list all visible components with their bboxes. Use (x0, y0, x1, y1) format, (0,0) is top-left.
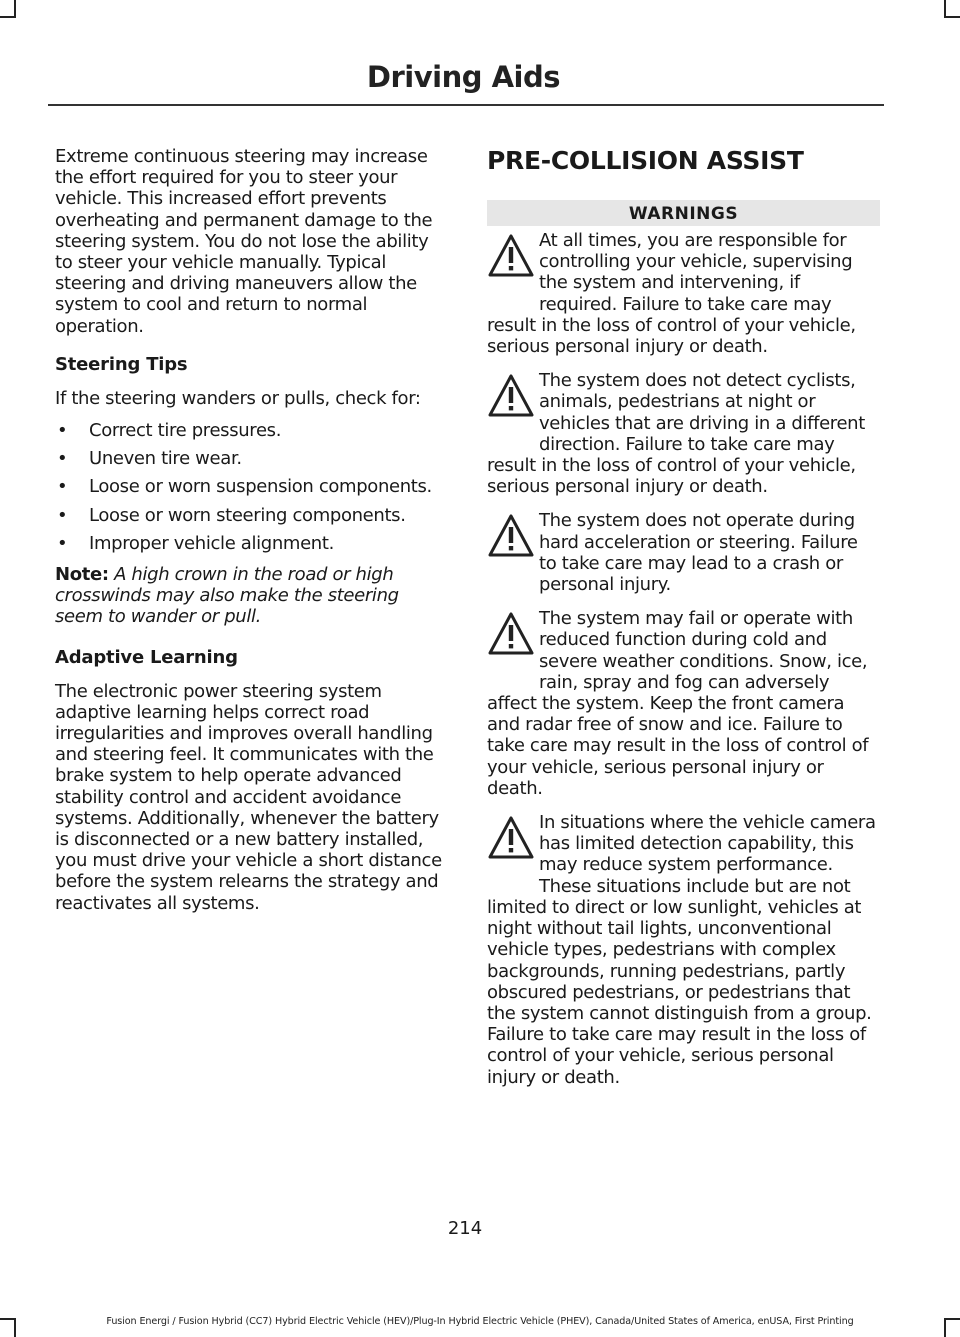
list-item (55, 533, 450, 554)
steering-effort-paragraph: Extreme continuous steering may increase the effort required for you to steer your vehicle. This increased effort prevents overheating and permanent damage to the steering system. You do not lose the ability to steer your vehicle manually. Typical steering and driving maneuvers allow the system to cool and return to normal operation. (55, 146, 433, 337)
page-section-title: Driving Aids (366, 60, 560, 94)
warning-block (487, 510, 880, 595)
warning-block (487, 608, 880, 799)
warning-block (487, 370, 880, 497)
bullet-icon: • (57, 448, 68, 470)
warning-text: In situations where the vehicle camera has limited detection capability, this may reduce system performance. These situations include but are not limited to direct or low sunlight, vehicles at night without tail lights, unconventional vehicle types, pedestrians with complex backgrounds, running pedestrians, partly obscured pedestrians, or pedestrians that the system cannot distinguish from a group. Failure to take care may result in the loss of control of your vehicle, serious personal injury or death. (487, 812, 876, 1088)
list-item-text: Loose or worn steering components. (89, 504, 406, 526)
steering-tips-lead: If the steering wanders or pulls, check for: (55, 387, 421, 409)
warnings-banner: WARNINGS (487, 200, 880, 226)
steering-tips-heading: Steering Tips (55, 353, 188, 375)
list-item-text: Correct tire pressures. (89, 420, 282, 442)
warning-triangle-icon (487, 814, 539, 876)
adaptive-learning-paragraph: The electronic power steering system adaptive learning helps correct road irregularities and improves overall handling and steering feel. It communicates with the brake system to help operate advanced stability control and accident avoidance systems. Additionally, whenever the battery is disconnected or a new battery installed, you must drive your vehicle a short distance before the system relearns the strategy and reactivates all systems. (55, 680, 442, 914)
right-column (487, 146, 880, 1101)
list-item (55, 505, 450, 526)
bullet-icon: • (57, 504, 68, 526)
warning-triangle-icon (487, 610, 539, 672)
list-item (55, 420, 450, 441)
list-item-text: Improper vehicle alignment. (89, 532, 334, 554)
bullet-icon: • (57, 476, 68, 498)
list-item-text: Uneven tire wear. (89, 448, 242, 470)
crop-mark (944, 16, 960, 18)
bullet-icon: • (57, 532, 68, 554)
list-item (55, 476, 450, 497)
page-number: 214 (447, 1218, 483, 1239)
warning-triangle-icon (487, 512, 539, 574)
warning-block (487, 812, 880, 1088)
warning-triangle-icon (487, 232, 539, 294)
note-paragraph (55, 564, 450, 628)
steering-tips-list (55, 420, 450, 554)
crop-mark (0, 16, 16, 18)
left-column (55, 146, 450, 914)
warning-text: The system does not detect cyclists, animals, pedestrians at night or vehicles that are driving in a different direction. Failure to take care may result in the loss of control of your vehicle, serious personal injury or death. (487, 370, 865, 498)
list-item (55, 448, 450, 469)
warning-block (487, 230, 880, 357)
warning-text: The system does not operate during hard acceleration or steering. Failure to take care may lead to a crash or personal injury. (539, 510, 858, 596)
footer-publication-info: Fusion Energi / Fusion Hybrid (CC7) Hybrid Electric Vehicle (HEV)/Plug-In Hybrid Electric Vehicle (PHEV), Canada/United States of America, enUSA, First Printing (106, 1316, 854, 1327)
warning-triangle-icon (487, 372, 539, 434)
warning-text: The system may fail or operate with reduced function during cold and severe weather conditions. Snow, ice, rain, spray and fog can adversely affect the system. Keep the front camera and radar free of snow and ice. Failure to take care may result in the loss of control of your vehicle, serious personal injury or death. (487, 608, 869, 799)
header-rule (48, 104, 884, 106)
note-text: A high crown in the road or high crosswinds may also make the steering seem to wander or pull. (55, 564, 399, 628)
adaptive-learning-heading: Adaptive Learning (55, 646, 238, 668)
note-label: Note: (55, 564, 109, 586)
section-heading: PRE-COLLISION ASSIST (487, 146, 804, 175)
list-item-text: Loose or worn suspension components. (89, 476, 432, 498)
warning-text: At all times, you are responsible for controlling your vehicle, supervising the system and intervening, if required. Failure to take care may result in the loss of control of your vehicle, serious personal injury or death. (487, 230, 856, 358)
bullet-icon: • (57, 420, 68, 442)
